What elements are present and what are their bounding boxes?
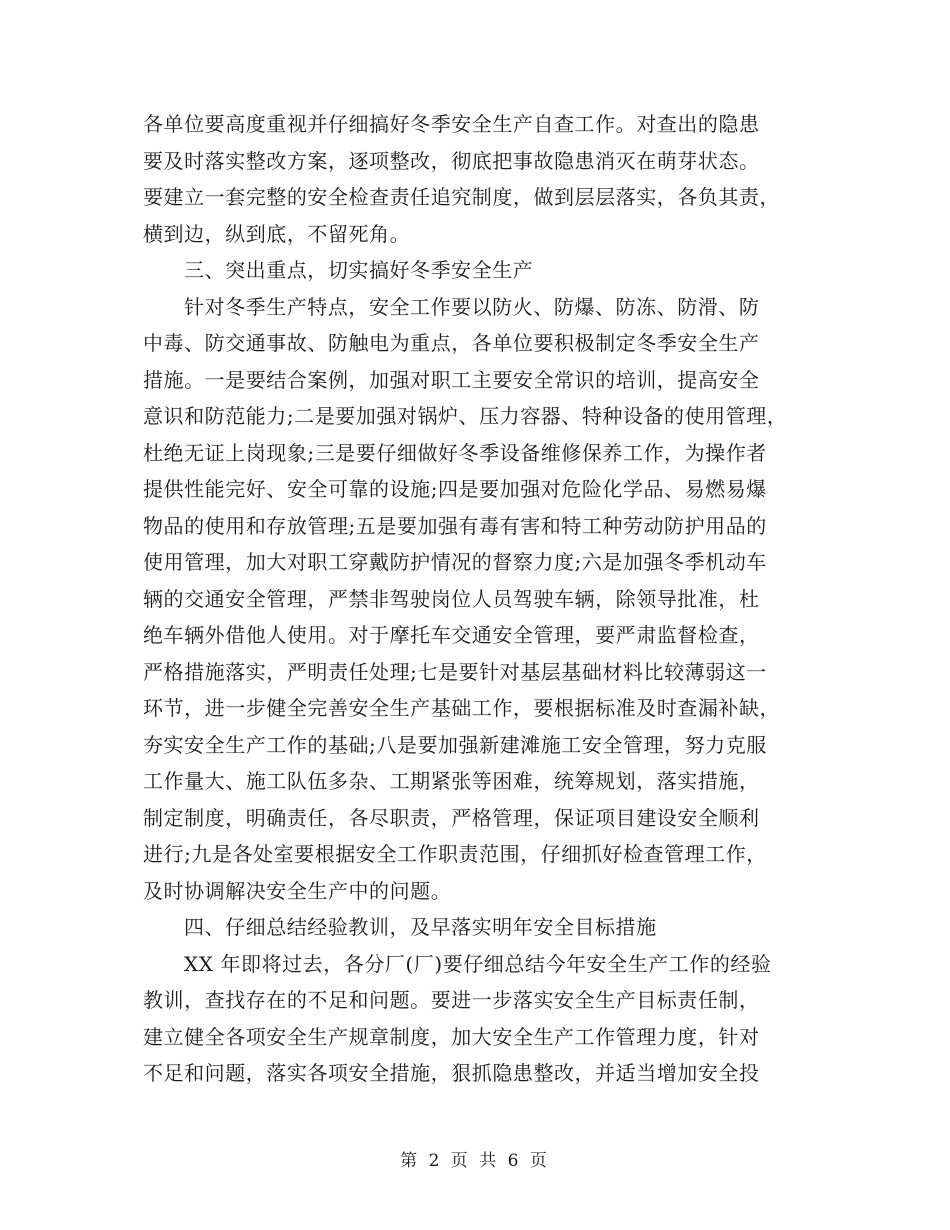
paragraph-first-line: 针对冬季生产特点，安全工作要以防火、防爆、防冻、防滑、防 xyxy=(184,294,760,319)
text-line: 杜绝无证上岗现象;三是要仔细做好冬季设备维修保养工作，为操作者 xyxy=(143,440,767,465)
text-line: 横到边，纵到底，不留死角。 xyxy=(143,221,411,246)
text-line: 建立健全各项安全生产规章制度，加大安全生产工作管理力度，针对 xyxy=(143,1024,760,1049)
text-line: 物品的使用和存放管理;五是要加强有毒有害和特工种劳动防护用品的 xyxy=(143,513,767,538)
text-line: 教训，查找存在的不足和问题。要进一步落实安全生产目标责任制， xyxy=(143,988,760,1012)
text-line: 使用管理，加大对职工穿戴防护情况的督察力度;六是加强冬季机动车 xyxy=(143,550,767,574)
text-line: 提供性能完好、安全可靠的设施;四是要加强对危险化学品、易燃易爆 xyxy=(143,477,767,501)
paragraph-first-line: 三、突出重点，切实搞好冬季安全生产 xyxy=(184,258,534,282)
paragraph-first-line: 四、仔细总结经验教训，及早落实明年安全目标措施 xyxy=(184,915,657,939)
text-line: 中毒、防交通事故、防触电为重点，各单位要积极制定冬季安全生产 xyxy=(143,331,760,355)
text-line: 辆的交通安全管理，严禁非驾驶岗位人员驾驶车辆，除领导批准，杜 xyxy=(143,586,760,611)
text-line: 环节，进一步健全完善安全生产基础工作，要根据标准及时查漏补缺， xyxy=(143,696,781,720)
text-line: 进行;九是各处室要根据安全工作职责范围，仔细抓好检查管理工作， xyxy=(143,842,767,866)
text-line: 要及时落实整改方案，逐项整改，彻底把事故隐患消灭在萌芽状态。 xyxy=(143,148,760,173)
text-line: 制定制度，明确责任，各尽职责，严格管理，保证项目建设安全顺利 xyxy=(143,805,760,830)
text-line: 夯实安全生产工作的基础;八是要加强新建滩施工安全管理，努力克服 xyxy=(143,732,767,757)
text-line: 措施。一是要结合案例，加强对职工主要安全常识的培训，提高安全 xyxy=(143,367,760,392)
text-line: 不足和问题，落实各项安全措施，狠抓隐患整改，并适当增加安全投 xyxy=(143,1061,760,1085)
page-footer: 第 2 页 共 6 页 xyxy=(400,1151,550,1171)
document-body xyxy=(143,106,823,1092)
text-line: 绝车辆外借他人使用。对于摩托车交通安全管理，要严肃监督检查， xyxy=(143,623,760,647)
paragraph-first-line: XX 年即将过去，各分厂(厂)要仔细总结今年安全生产工作的经验 xyxy=(184,951,772,976)
text-line: 各单位要高度重视并仔细搞好冬季安全生产自查工作。对查出的隐患 xyxy=(143,112,760,136)
text-line: 及时协调解决安全生产中的问题。 xyxy=(143,878,452,903)
text-line: 工作量大、施工队伍多杂、工期紧张等困难，统筹规划，落实措施， xyxy=(143,769,760,793)
text-line: 要建立一套完整的安全检查责任追究制度，做到层层落实，各负其责， xyxy=(143,185,781,209)
text-line: 严格措施落实，严明责任处理;七是要针对基层基础材料比较薄弱这一 xyxy=(143,659,767,684)
text-line: 意识和防范能力;二是要加强对锅炉、压力容器、特种设备的使用管理， xyxy=(143,404,788,428)
